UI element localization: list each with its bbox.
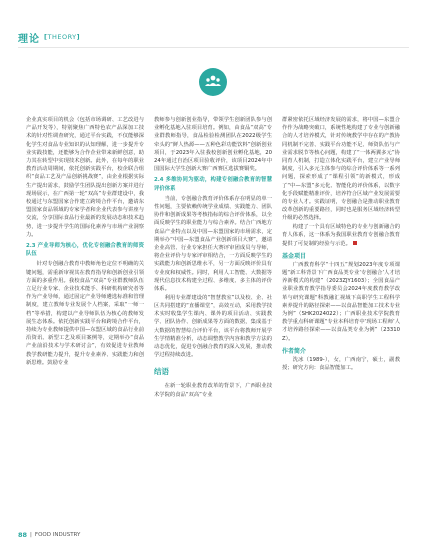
section-header [18, 30, 80, 44]
paragraph: 企业真实项目的机会（包括市场调研、工艺改进与产品开发等），特别聚焦广西特色农产品深加工技术的针对性调查研究，通过平台实践，不仅能够深化学生对食品专业知识的认知理解，进一步提升专业实践技能，还能够为合作企业带来新鲜创意，助力其在转型中实现技术创新。此外，在每年的职业教育活动周期间，依托创新实践平台，校企联合组织“食品工艺及产品创新挑战赛”，由企业根据实际生产提出需求，鼓励学生团队提出创新方案并进行现场展示，在广西第一轮“双高”专业群建设中，我校通过与东盟国家合作建立跨境合作平台，邀请东盟国家食品领域的专家学者和企业代表参与讲座与交流，分享国际食品行业最新的发展动态和技术趋势，进一步提升学生的国际化素养与市场产业洞察力。 [26, 117, 144, 238]
article-column-1 [26, 116, 144, 368]
subsection-heading-2-4: 2.4 多维协同为驱动，构建专创融合教育的智慧评价体系 [154, 177, 272, 192]
paragraph: 在新一轮职业教育改革的背景下，广西职业技术学院的食品“双高”专业 [154, 383, 272, 398]
section-title-en-text: THEORY [47, 33, 77, 41]
paragraph: 利用专业群建设的“智慧教室”以及校、企、社区共同搭建的“直播课堂”，高效互动，采用教学技术实时收集学生课内、课外的项目活动、实践教学、团队协作、创新成果等方面的数据，集成基于大数据的智慧综合评价平台，该平台将教师开展学生学情精准分析，动态调整教学内容和教学方法的动态优化，促进专创融合教育的深入发展，推动教学过程持续改进。 [154, 294, 272, 359]
page-footer [18, 531, 80, 539]
author-heading: 作者简介 [282, 347, 307, 355]
paragraph [282, 223, 400, 248]
article-column-2 [154, 116, 272, 399]
subsection-heading-2-3: 2.3 产业导师为核心，优化专创融合教育的师资队伍 [26, 243, 144, 258]
fund-text: 广西教育科学“十四五”规划2023年度专项课题“新工科背景下广西食品类专业‘专创融合’人才培养新模式的构建”（2023ZJY1603）；全国食品产业职业教育教学指导委员会2024年度教育教学改革与研究课题“科教融汇视域下高职学生工程科学素养提升的路径探索——以食品智能加工技术专业为例”（SHK2024022）；广西职业技术学院教育教学重点科研课题“专业本科培育中‘现场工程师’人才培养路径探索——以食品类专业为例”（23310Z）。 [282, 261, 400, 342]
author-text: 洗冰（1989-），女，广西南宁，硕士，副教授；研究方向：食品智能加工。 [282, 356, 400, 371]
paragraph: 教师参与创新创业指导，带领学生创新团队参与创业孵化基地入驻项目培育。例如，由食品“双高”专业群教师指导，食品检验检测团队在2022级学生牵头的“鲜人热源——五种色彩功能饮料”创新创业项目，于2023年入驻我校创新创业孵化基地，2024年通过自治区项目验收评价，该项目2024年中国国际大学生创新大赛广西赛区选拔赛铜奖。 [154, 117, 272, 173]
section-title-en: [THEORY] [44, 33, 81, 41]
footer-separator: | [30, 532, 32, 538]
section-title-cn: 理论 [18, 33, 40, 45]
paragraph: 群紧密依托区域经济发展的需求，将中国—东盟合作作为战略突破口，系统性地构建了专业与创新融合的人才培养模式，针对传统教学中存在的产教协同机制不完善、实践平台功能不足、师资队伍与产业需求脱节等核心问题，构建了“一体两翼多元”协同育人机制，打造立体化实践平台，建立产业导师制度，引入多元主体参与的综合评价体系等一系列问题，探索形成了“课程引领”的新模式，形成了“中—东盟”多元化、智能化的评价体系，以数字化手段赋能精准评价，培养符合区域产业发展需要的专业人才。实践证明，专创融合是推动职业教育改革创新的重要路径，同时也是服务区域经济转型升级的必然选择。 [282, 117, 400, 222]
page-number: 88 [18, 531, 28, 539]
header-divider [18, 47, 409, 48]
paragraph: 当前，专创融合教育评价体系存在明显的单一性问题，主要依赖传统学业成绩、实践能力、团队协作和创新成果等考核指标的综合评价体系，以全面反映学生的职业能力与综合素养。结合广西地方食品产业特点以及中国—东盟国家的市场需求，定期举办“中国—东盟食品产业创新项目大赛”，邀请企业高管、行业专家担任大赛评审团成员与导师，将企业评价与专家评审相结合，一方面反映学生的实践能力和创新思维水平，另一方面反映评价具有专业度和权威性。同时，利用人工智能、大数据等现代信息技术构建全过程、多维度、多主体的评价体系。 [154, 195, 272, 293]
conclusion-heading: 结语 [154, 367, 169, 377]
paragraph-text: 构建了一个具有区域特色的专业与创新融合的育人体系，这一体系为我国职业教育专创融合教育提供了可复制的经验与示范。 [282, 224, 400, 247]
journal-name: FOOD INDUSTRY [34, 532, 81, 538]
fund-heading: 基金项目 [282, 252, 307, 260]
end-mark-icon [353, 241, 357, 245]
people-group-icon [199, 68, 227, 96]
paragraph: 针对专创融合教育中教师角色定位不明确的关键问题，需重新审视其在教育指导和创新创业引领方面的多重作用。我校食品“双高”专业群教师队伍立足行业专家、企业技术能手、科研机构研究者等作为产业导师，通过固定产业导师遴选标准和管理制度，建立教师专业发展个人档案，采取“一师一档”等举措，构建以产业导师队伍为核心的教师发展生态体系。依托创新实践平台和跨境合作平台，持续为专业教师提供中国—东盟区域的食品行业前沿资讯、新型工艺及项目案例等，定期举办“食品产业前沿技术与学术研讨会”，有效促进专业教师教学教研能力提升，提升专业素养、实践能力和创新思维。鼓励专业 [26, 261, 144, 366]
article-column-3 [282, 116, 400, 373]
